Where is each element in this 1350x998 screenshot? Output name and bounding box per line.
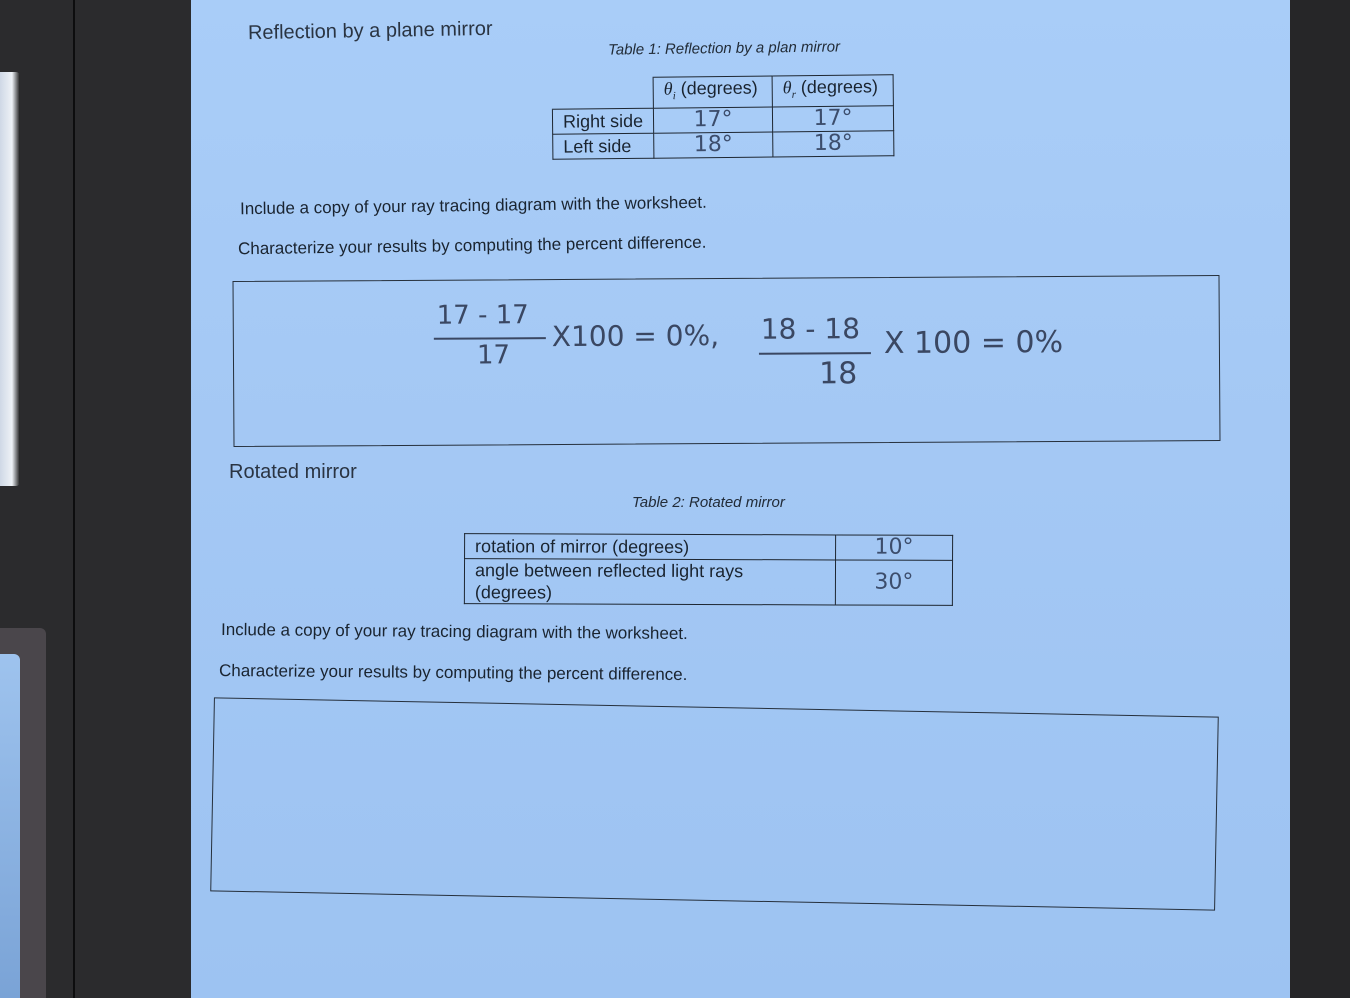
row-label: rotation of mirror (degrees) (465, 534, 836, 560)
row-label: Left side (553, 133, 654, 159)
instruction-percent-diff: Characterize your results by computing the percent difference. (237, 232, 707, 259)
table-row (553, 130, 894, 159)
answer-box-1[interactable] (233, 275, 1221, 447)
frac1-bar (434, 337, 546, 340)
background-device-screen (0, 654, 20, 998)
section2-heading: Rotated mirror (229, 461, 357, 483)
theta-r-value: 18° (773, 130, 894, 156)
row-label: Right side (552, 108, 653, 134)
angle-value: 30° (835, 560, 952, 605)
frac1-numerator: 17 - 17 (436, 300, 529, 331)
theta-i-value: 17° (653, 107, 772, 133)
frac2-numerator: 18 - 18 (760, 312, 861, 346)
table1-header-cell: $\theta_i$ (degrees) (653, 76, 772, 108)
instruction-diagram: Include a copy of your ray tracing diagram with the worksheet. (239, 192, 707, 219)
table-row (465, 534, 953, 561)
expr1: X100 = 0%, (551, 319, 720, 354)
frac2-denominator: 18 (818, 356, 858, 392)
desk-edge (73, 0, 75, 998)
table-row (464, 559, 952, 606)
theta-r-value: 17° (772, 105, 893, 131)
instruction-percent-diff-2: Characterize your results by computing the percent difference. (218, 660, 688, 685)
table1 (552, 74, 895, 159)
answer-box-2[interactable] (210, 697, 1219, 910)
table2-caption: Table 2: Rotated mirror (632, 494, 785, 511)
table-row (552, 105, 893, 134)
table1-header-cell: $\theta_r$ (degrees) (772, 75, 893, 107)
desk-right (1290, 0, 1350, 998)
table1-caption: Table 1: Reflection by a plan mirror (607, 38, 841, 59)
instruction-diagram-2: Include a copy of your ray tracing diagram with the worksheet. (220, 619, 688, 644)
background-page-edge (0, 72, 20, 486)
table2 (464, 533, 953, 606)
theta-i-value: 18° (654, 132, 773, 158)
row-label: angle between reflected light rays (degrees) (464, 559, 835, 605)
table1-header-cell (552, 77, 653, 109)
worksheet-page (191, 0, 1290, 998)
table1-header-row (552, 75, 893, 109)
rotation-value: 10° (836, 535, 953, 560)
expr2: X 100 = 0% (883, 324, 1064, 362)
frac1-denominator: 17 (476, 340, 511, 371)
section1-heading: Reflection by a plane mirror (247, 17, 493, 45)
frac2-bar (759, 352, 871, 355)
